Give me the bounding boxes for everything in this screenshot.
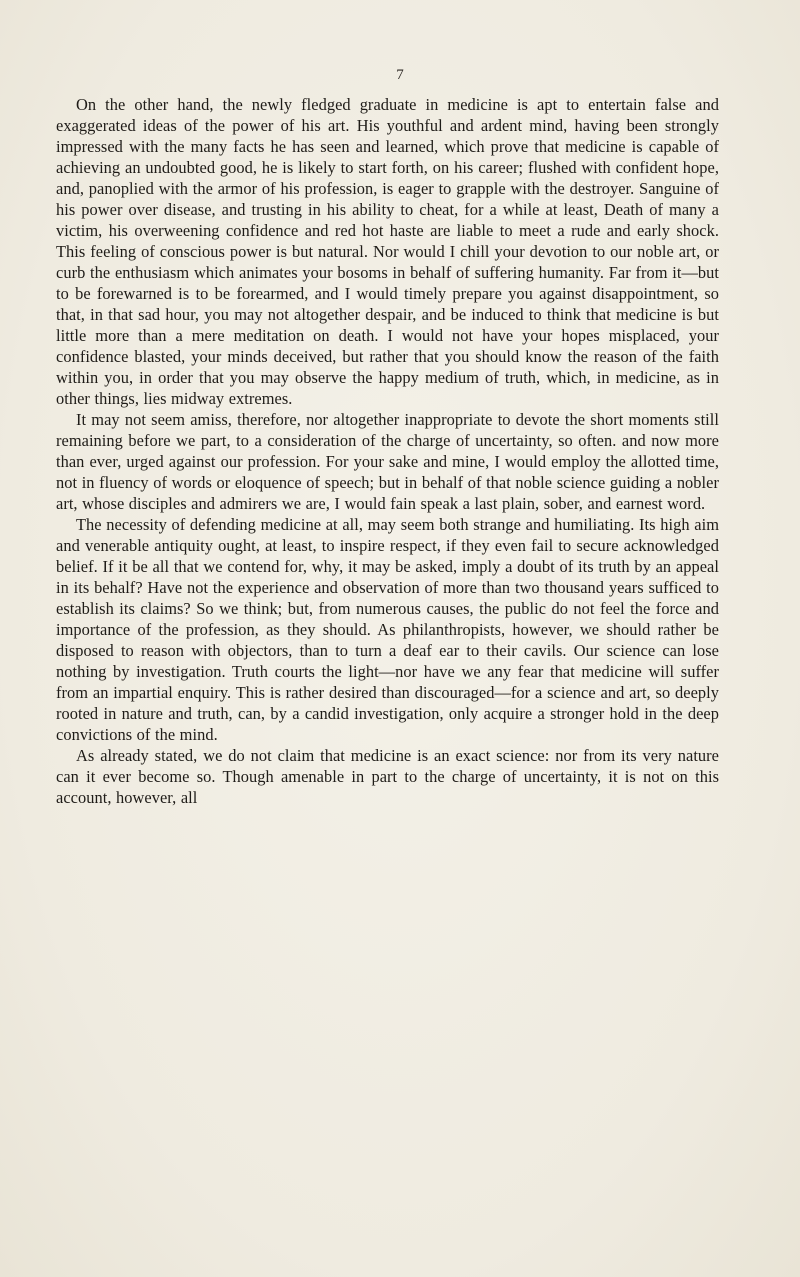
body-text	[56, 94, 719, 808]
paragraph-2: It may not seem amiss, therefore, nor altogether inappropriate to devote the short moments still remaining before we part, to a consideration of the charge of uncertainty, so often. and now more than ever, urged against our profession. For your sake and mine, I would employ the allotted time, not in fluency of words or eloquence of speech; but in behalf of that noble science guiding a nobler art, whose disciples and admirers we are, I would fain speak a last plain, sober, and earnest word.	[56, 410, 719, 513]
paragraph-1: On the other hand, the newly fledged graduate in medicine is apt to entertain false and exaggerated ideas of the power of his art. His youthful and ardent mind, having been strongly impressed with the many facts he has seen and learned, which prove that medicine is capable of achieving an undoubted good, he is likely to start forth, on his career; flushed with confident hope, and, panoplied with the armor of his profession, is eager to grapple with the destroyer. Sanguine of his power over disease, and trusting in his ability to cheat, for a while at least, Death of many a victim, his overweening confidence and red hot haste are liable to meet a rude and early shock. This feeling of conscious power is but natural. Nor would I chill your devotion to our noble art, or curb the enthusiasm which animates your bosoms in behalf of suffering humanity. Far from it—but to be forewarned is to be forearmed, and I would timely prepare you against disappointment, so that, in that sad hour, you may not altogether despair, and be induced to think that medicine is but little more than a mere meditation on death. I would not have your hopes misplaced, your confidence blasted, your minds deceived, but rather that you should know the reason of the faith within you, in order that you may observe the happy medium of truth, which, in medicine, as in other things, lies midway extremes.	[56, 95, 719, 408]
paragraph-3: The necessity of defending medicine at all, may seem both strange and humiliating. Its high aim and venerable antiquity ought, at least, to inspire respect, if they even fail to secure acknowledged belief. If it be all that we contend for, why, it may be asked, imply a doubt of its truth by an appeal in its behalf? Have not the experience and observation of more than two thousand years sufficed to establish its claims? So we think; but, from numerous causes, the public do not feel the force and importance of the profession, as they should. As philanthropists, however, we should rather be disposed to reason with objectors, than to turn a deaf ear to their cavils. Our science can lose nothing by investigation. Truth courts the light—nor have we any fear that medicine will suffer from an impartial enquiry. This is rather desired than discouraged—for a science and art, so deeply rooted in nature and truth, can, by a candid investigation, only acquire a stronger hold in the deep convictions of the mind.	[56, 515, 719, 744]
page-number: 7	[396, 67, 404, 83]
paragraph-4: As already stated, we do not claim that medicine is an exact science: nor from its very nature can it ever become so. Though amenable in part to the charge of uncertainty, it is not on this account, however, all	[56, 746, 719, 807]
